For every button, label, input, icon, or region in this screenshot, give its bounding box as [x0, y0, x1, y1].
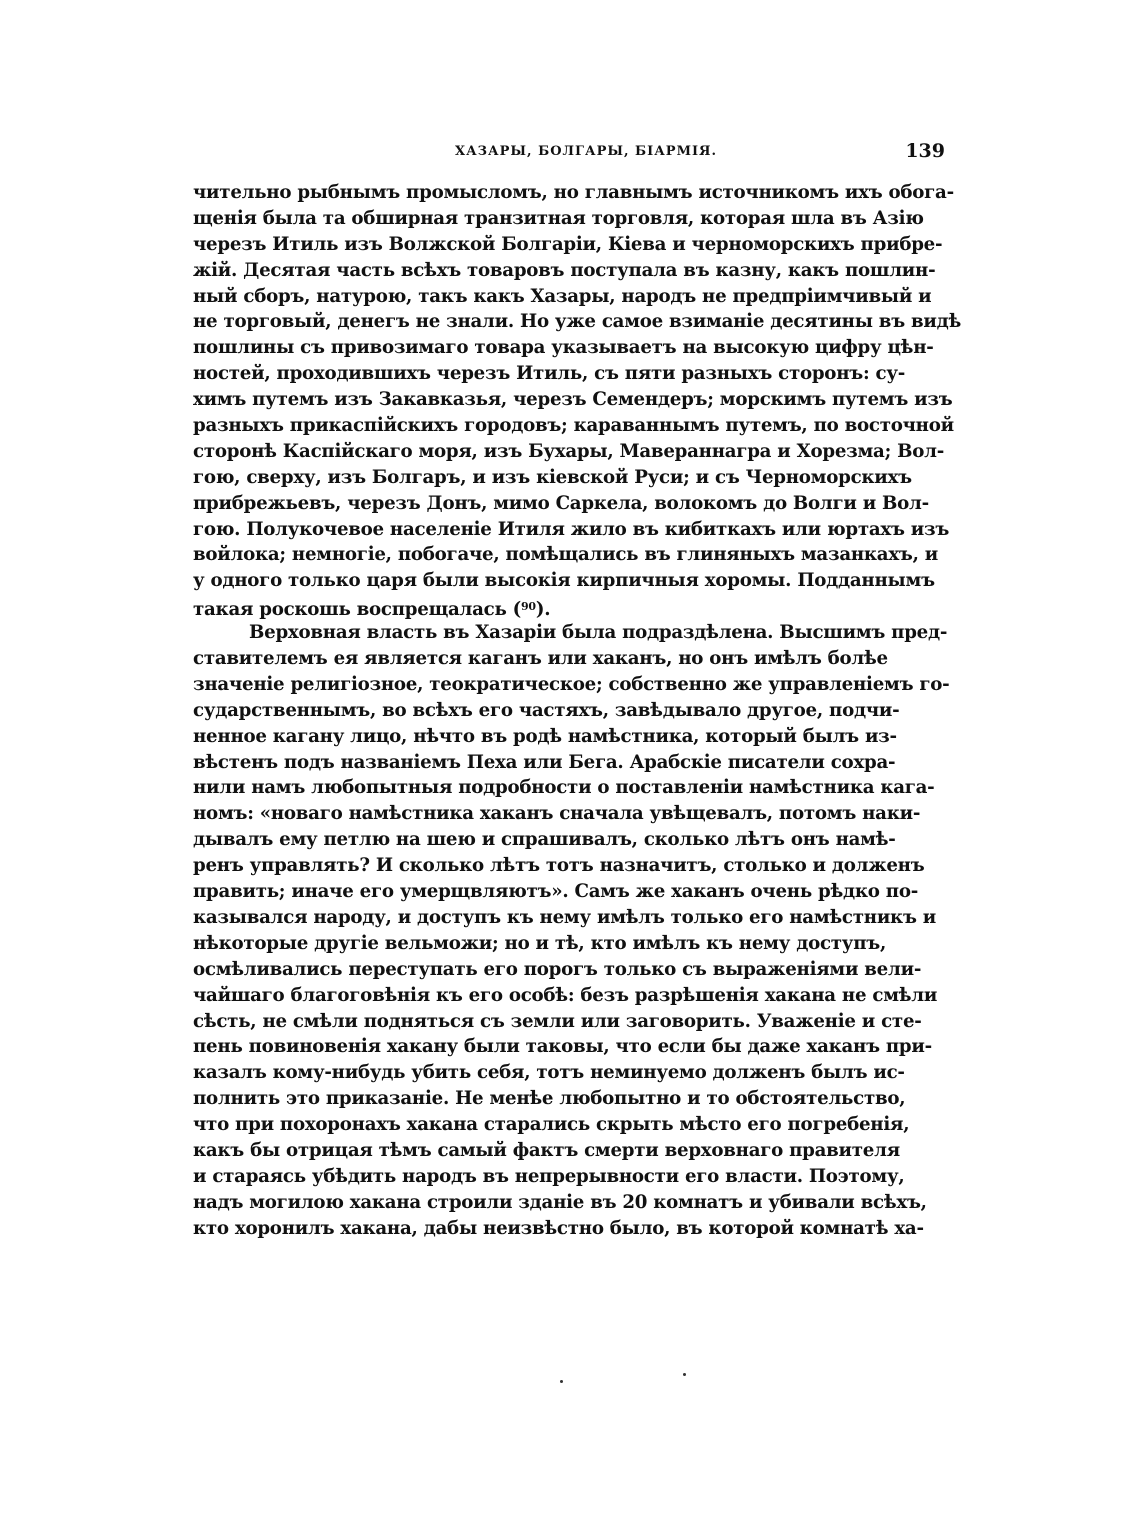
text-line: какъ бы отрицая тѣмъ самый фактъ смерти верховнаго правителя — [193, 1139, 900, 1161]
text-line: ностей, проходившихъ черезъ Итиль, съ пяти разныхъ сторонъ: су- — [193, 363, 906, 385]
text-line: войлока; немногіе, побогаче, помѣщались въ глиняныхъ мазанкахъ, и — [193, 544, 939, 566]
text-line: что при похоронахъ хакана старались скрыть мѣсто его погребенія, — [193, 1114, 910, 1136]
text-line: номъ: «новаго намѣстника хаканъ сначала увѣщевалъ, потомъ наки- — [193, 803, 921, 825]
text-line: вѣстенъ подъ названіемъ Пеха или Бега. Арабскіе писатели сохра- — [193, 751, 896, 773]
text-line: осмѣливались переступать его порогъ только съ выраженіями вели- — [193, 958, 922, 980]
text-line: казывался народу, и доступъ къ нему имѣлъ только его намѣстникъ и — [193, 906, 936, 928]
scan-speck — [560, 1380, 563, 1383]
text-line: не торговый, денегъ не знали. Но уже самое взиманіе десятины въ видѣ — [193, 311, 962, 333]
page-number: 139 — [905, 140, 945, 162]
text-line: нили намъ любопытныя подробности о поставленіи намѣстника кага- — [193, 777, 935, 799]
text-line: разныхъ прикаспійскихъ городовъ; караваннымъ путемъ, по восточной — [193, 415, 954, 437]
text-line: жій. Десятая часть всѣхъ товаровъ поступала въ казну, какъ пошлин- — [193, 259, 936, 281]
text-line-with-footnote — [193, 594, 945, 620]
running-title: ХАЗАРЫ, БОЛГАРЫ, БІАРМІЯ. — [455, 144, 718, 159]
text-line: у одного только царя были высокія кирпичныя хоромы. Подданнымъ — [193, 570, 935, 592]
footnote-ref: 90 — [521, 600, 536, 614]
text-line: химъ путемъ изъ Закавказья, черезъ Семендеръ; морскимъ путемъ изъ — [193, 389, 953, 411]
text-line: чайшаго благоговѣнія къ его особѣ: безъ разрѣшенія хакана не смѣли — [193, 984, 938, 1006]
scan-speck — [683, 1373, 686, 1376]
text-line: надъ могилою хакана строили зданіе въ 20 комнатъ и убивали всѣхъ, — [193, 1191, 927, 1213]
text-line: править; иначе его умерщвляютъ». Самъ же хаканъ очень рѣдко по- — [193, 881, 919, 903]
text-line: пошлины съ привозимаго товара указываетъ на высокую цифру цѣн- — [193, 337, 934, 359]
text-line: сударственнымъ, во всѣхъ его частяхъ, завѣдывало другое, подчи- — [193, 699, 900, 721]
text-line-content: такая роскошь воспрещалась ( — [193, 599, 522, 621]
text-line: чительно рыбнымъ промысломъ, но главнымъ источникомъ ихъ обога- — [193, 182, 954, 203]
text-line: кто хоронилъ хакана, дабы неизвѣстно было, въ которой комнатѣ ха- — [193, 1217, 924, 1239]
text-line: пень повиновенія хакану были таковы, что если бы даже хаканъ при- — [193, 1036, 932, 1058]
text-line: гою. Полукочевое населеніе Итиля жило въ кибиткахъ или юртахъ изъ — [193, 518, 950, 540]
running-head — [193, 140, 945, 164]
text-line: казалъ кому-нибудь убить себя, тотъ неминуемо долженъ былъ ис- — [193, 1062, 905, 1084]
text-line: полнить это приказаніе. Не менѣе любопытно и то обстоятельство, — [193, 1088, 906, 1110]
text-line: и стараясь убѣдить народъ въ непрерывности его власти. Поэтому, — [193, 1165, 905, 1187]
text-line: Верховная власть въ Хазаріи была подраздѣлена. Высшимъ пред- — [249, 622, 948, 644]
text-line: сѣсть, не смѣли подняться съ земли или заговорить. Уваженіе и сте- — [193, 1010, 922, 1032]
text-line: гою, сверху, изъ Болгаръ, и изъ кіевской Руси; и съ Черноморскихъ — [193, 466, 912, 488]
footnote-close: ). — [535, 599, 551, 621]
text-line: щенія была та обширная транзитная торговля, которая шла въ Азію — [193, 207, 924, 229]
text-line: сторонѣ Каспійскаго моря, изъ Бухары, Мавераннагра и Хорезма; Вол- — [193, 440, 944, 462]
text-line: значеніе религіозное, теократическое; собственно же управленіемъ го- — [193, 673, 950, 695]
text-line: прибрежьевъ, черезъ Донъ, мимо Саркела, волокомъ до Волги и Вол- — [193, 492, 929, 514]
text-line: нѣкоторые другіе вельможи; но и тѣ, кто имѣлъ къ нему доступъ, — [193, 932, 887, 954]
text-line: ставителемъ ея является каганъ или хаканъ, но онъ имѣлъ болѣе — [193, 648, 888, 670]
text-line: дывалъ ему петлю на шею и спрашивалъ, сколько лѣтъ онъ намѣ- — [193, 829, 896, 851]
body-text — [193, 180, 962, 1242]
text-line: ненное кагану лицо, нѣчто въ родѣ намѣстника, который былъ из- — [193, 725, 897, 747]
text-line: ный сборъ, натурою, такъ какъ Хазары, народъ не предпріимчивый и — [193, 285, 932, 307]
text-line: ренъ управлять? И сколько лѣтъ тотъ назначитъ, столько и долженъ — [193, 855, 925, 877]
text-line: черезъ Итиль изъ Волжской Болгаріи, Кіева и черноморскихъ прибре- — [193, 233, 943, 255]
